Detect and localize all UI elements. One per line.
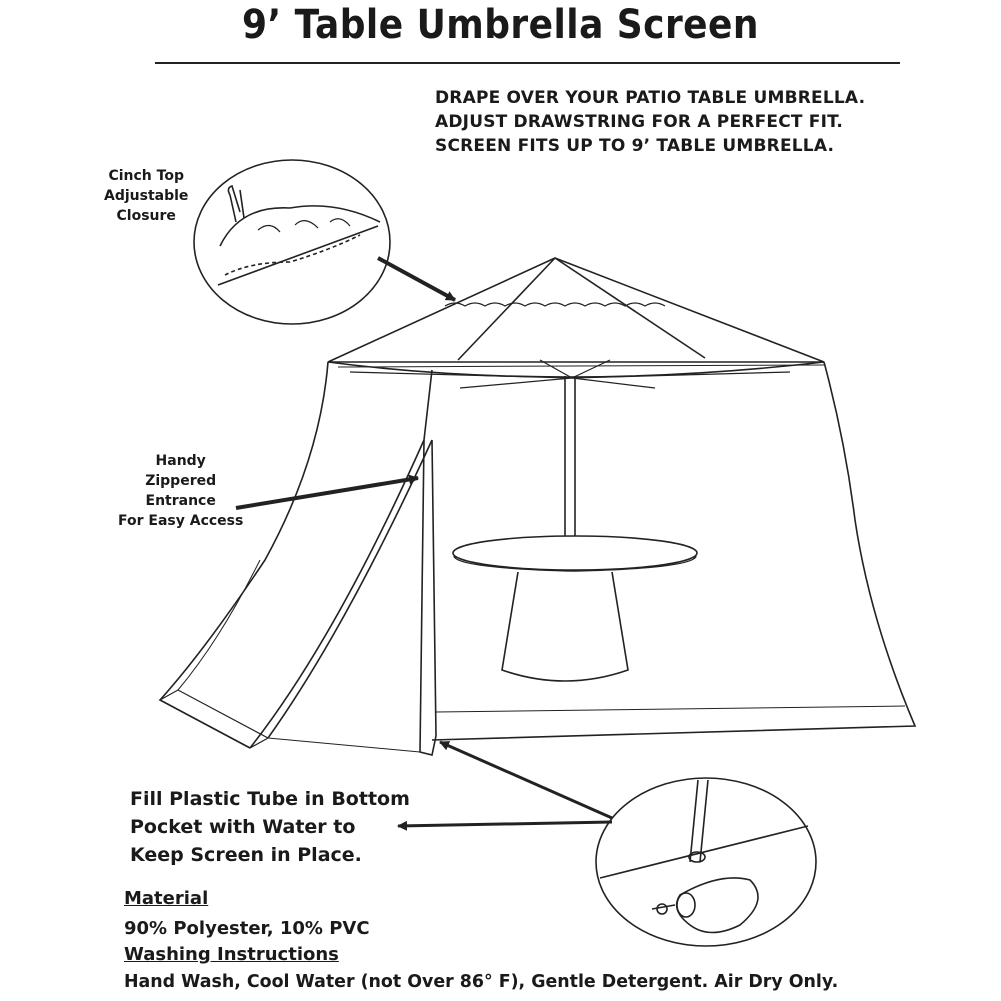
tube-label: Fill Plastic Tube in Bottom Pocket with Water to Keep Screen in Place. [130, 788, 410, 866]
zipper-label: Handy Zippered Entrance For Easy Access [118, 453, 244, 529]
intro-line: DRAPE OVER YOUR PATIO TABLE UMBRELLA. [435, 88, 866, 108]
cinch-arrow [378, 258, 455, 300]
material-heading: Material [124, 888, 209, 909]
page-title: 9’ Table Umbrella Screen [241, 2, 759, 48]
patio-table [453, 536, 697, 681]
cinch-top-detail [194, 160, 390, 324]
washing-heading: Washing Instructions [124, 944, 339, 965]
intro-line: SCREEN FITS UP TO 9’ TABLE UMBRELLA. [435, 136, 835, 156]
umbrella-pole [565, 376, 575, 550]
intro-line: ADJUST DRAWSTRING FOR A PERFECT FIT. [435, 112, 843, 132]
cinch-top-label: Cinch Top Adjustable Closure [104, 168, 189, 224]
umbrella-canopy [328, 258, 825, 388]
water-tube-detail [596, 778, 816, 946]
material-value: 90% Polyester, 10% PVC [124, 918, 370, 939]
washing-value: Hand Wash, Cool Water (not Over 86° F), Gentle Detergent. Air Dry Only. [124, 972, 839, 992]
zipper-arrow [236, 478, 418, 508]
tube-arrow-left [398, 822, 612, 826]
tube-arrow-up [440, 742, 612, 818]
